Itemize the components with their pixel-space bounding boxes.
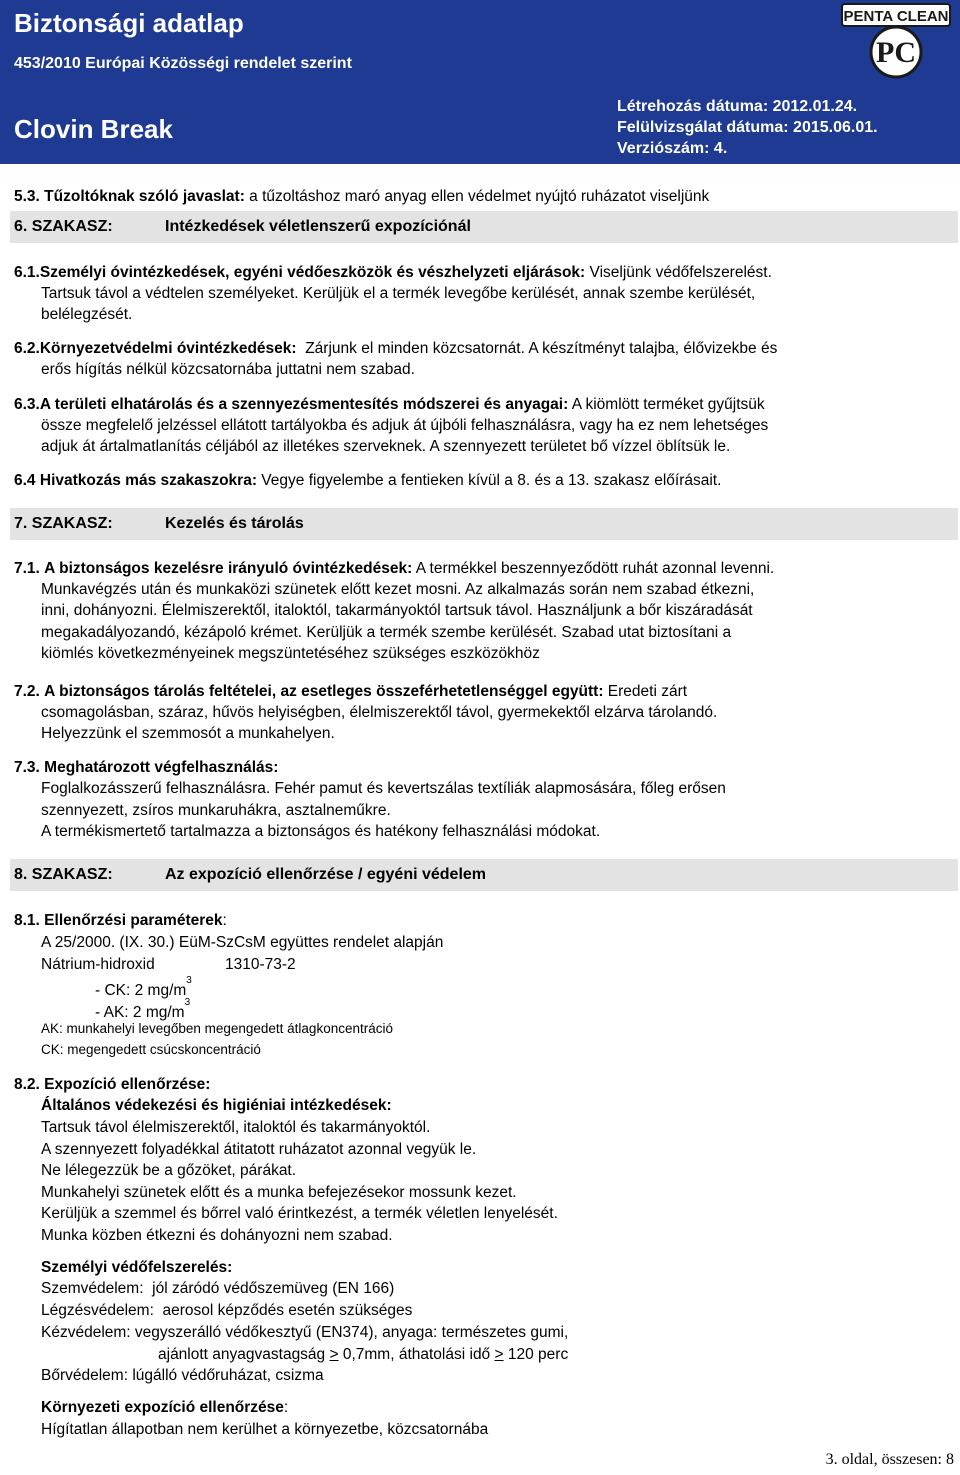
- general-measure-6: Munka közben étkezni és dohányozni nem szabad.: [41, 1227, 393, 1244]
- section-6-number: 6. SZAKASZ:: [14, 218, 113, 235]
- environmental-exposure-title: Környezeti expozíció ellenőrzése:: [41, 1399, 289, 1416]
- revised-date: Felülvizsgálat dátuma: 2015.06.01.: [617, 119, 878, 136]
- section-6-1: 6.1.Személyi óvintézkedések, egyéni védőeszközök és vészhelyzeti eljárások: Viseljünk védőfelszerelést.: [14, 264, 772, 281]
- svg-text:PC: PC: [876, 36, 916, 69]
- section-6-header-bg: [10, 211, 958, 243]
- page-number: 3. oldal, összesen: 8: [825, 1451, 954, 1468]
- version-number: Verziószám: 4.: [617, 140, 728, 157]
- general-measure-5: Kerüljük a szemmel és bőrrel való érintkezést, a termék véletlen lenyelését.: [41, 1205, 558, 1222]
- section-6-2: 6.2.Környezetvédelmi óvintézkedések: Zárjunk el minden közcsatornát. A készítményt talajba, élővizekbe és: [14, 340, 778, 357]
- section-6-3-line3: adjuk át ártalmatlanítás céljából az illetékes szerveknek. A szennyezett területet bő vízzel öblítsük le.: [41, 438, 731, 455]
- general-measures-title: Általános védekezési és higiéniai intézkedések:: [41, 1097, 392, 1114]
- ak-definition: AK: munkahelyi levegőben megengedett átlagkoncentráció: [41, 1021, 393, 1036]
- section-7-header-bg: [10, 508, 958, 540]
- document-title: Biztonsági adatlap: [14, 8, 244, 38]
- regulation-subtitle: 453/2010 Európai Közösségi rendelet szerint: [14, 55, 352, 72]
- company-logo: [838, 2, 954, 80]
- eye-protection: Szemvédelem: jól záródó védőszemüveg (EN 166): [41, 1280, 395, 1297]
- section-8-title: Az expozíció ellenőrzése / egyéni védelem: [165, 866, 487, 883]
- section-6-1-line3: belélegzését.: [41, 306, 133, 323]
- cas-number: 1310-73-2: [225, 956, 296, 973]
- substance-name: Nátrium-hidroxid: [41, 956, 155, 973]
- ck-value: - CK: 2 $mg/m^3$: [95, 975, 192, 1000]
- environmental-exposure-text: Hígítatlan állapotban nem kerülhet a környezetbe, közcsatornába: [41, 1421, 489, 1438]
- product-name: Clovin Break: [14, 114, 173, 144]
- respiratory-protection: Légzésvédelem: aerosol képződés esetén szükséges: [41, 1302, 413, 1319]
- hand-protection-line2: ajánlott anyagvastagság > 0,7mm, áthatolási idő > 120 perc: [158, 1346, 569, 1363]
- section-5-3: 5.3. Tűzoltóknak szóló javaslat: a tűzoltáshoz maró anyag ellen védelmet nyújtó ruházatot viseljünk: [14, 188, 710, 205]
- section-7-1-line4: megakadályozandó, kézápoló krémet. Kerüljük a termék szembe kerülését. Szabad utat biztosítani a: [41, 624, 732, 641]
- created-date: Létrehozás dátuma: 2012.01.24.: [617, 98, 858, 115]
- regulation-reference: A 25/2000. (IX. 30.) EüM-SzCsM együttes rendelet alapján: [41, 934, 444, 951]
- section-6-3: 6.3.A területi elhatárolás és a szennyezésmentesítés módszerei és anyagai: A kiömlött terméket gyűjtsük: [14, 396, 765, 413]
- section-6-title: Intézkedések véletlenszerű expozíciónál: [165, 218, 471, 235]
- section-7-3-line1: Foglalkozásszerű felhasználásra. Fehér pamut és kevertszálas textíliák alapmosására, főleg erősen: [41, 780, 726, 797]
- section-6-2-line2: erős hígítás nélkül közcsatornába juttatni nem szabad.: [41, 361, 415, 378]
- general-measure-3: Ne lélegezzük be a gőzöket, párákat.: [41, 1162, 297, 1179]
- section-7-title: Kezelés és tárolás: [165, 515, 304, 532]
- hand-protection: Kézvédelem: vegyszerálló védőkesztyű (EN374), anyaga: természetes gumi,: [41, 1324, 569, 1341]
- section-8-number: 8. SZAKASZ:: [14, 866, 113, 883]
- section-7-3: 7.3. Meghatározott végfelhasználás:: [14, 759, 279, 776]
- section-7-3-line2: szennyezett, zsíros munkaruhákra, asztalneműkre.: [41, 802, 391, 819]
- ck-definition: CK: megengedett csúcskoncentráció: [41, 1042, 261, 1057]
- section-7-2-line3: Helyezzünk el szemmosót a munkahelyen.: [41, 725, 335, 742]
- section-6-1-line2: Tartsuk távol a védtelen személyeket. Kerüljük el a termék levegőbe kerülését, annak szembe kerülését,: [41, 285, 756, 302]
- ak-value: - AK: 2 $mg/m^3$: [95, 997, 191, 1022]
- section-6-4: 6.4 Hivatkozás más szakaszokra: Vegye figyelembe a fentieken kívül a 8. és a 13. szakasz előírásait.: [14, 472, 722, 489]
- section-7-1: 7.1. A biztonságos kezelésre irányuló óvintézkedések: A termékkel beszennyeződött ruhát azonnal levenni.: [14, 560, 775, 577]
- ppe-title: Személyi védőfelszerelés:: [41, 1259, 233, 1276]
- general-measure-4: Munkahelyi szünetek előtt és a munka befejezésekor mossunk kezet.: [41, 1184, 517, 1201]
- section-7-number: 7. SZAKASZ:: [14, 515, 113, 532]
- section-7-2: 7.2. A biztonságos tárolás feltételei, az esetleges összeférhetetlenséggel együtt: Eredeti zárt: [14, 683, 688, 700]
- section-6-3-line2: össze megfelelő jelzéssel ellátott tartályokba és adjuk át újbóli felhasználásra, vagy ha ez nem lehetséges: [41, 417, 769, 434]
- section-8-1: 8.1. Ellenőrzési paraméterek:: [14, 912, 227, 929]
- skin-protection: Bőrvédelem: lúgálló védőruházat, csizma: [41, 1367, 324, 1384]
- svg-text:PENTA CLEAN: PENTA CLEAN: [843, 8, 949, 25]
- general-measure-2: A szennyezett folyadékkal átitatott ruházatot azonnal vegyük le.: [41, 1141, 477, 1158]
- section-7-1-line3: inni, dohányozni. Élelmiszerektől, italoktól, takarmányoktól tartsuk távol. Használjunk a bőr kiszáradását: [41, 602, 753, 619]
- section-7-1-line2: Munkavégzés után és munkaközi szünetek előtt kezet mosni. Az alkalmazás során nem szabad étkezni,: [41, 581, 755, 598]
- section-8-2: 8.2. Expozíció ellenőrzése:: [14, 1076, 211, 1093]
- section-7-2-line2: csomagolásban, száraz, hűvös helyiségben, élelmiszerektől távol, gyermekektől elzárva tárolandó.: [41, 704, 718, 721]
- section-7-3-line3: A termékismertető tartalmazza a biztonságos és hatékony felhasználási módokat.: [41, 823, 601, 840]
- general-measure-1: Tartsuk távol élelmiszerektől, italoktól és takarmányoktól.: [41, 1119, 431, 1136]
- section-7-1-line5: kiömlés következményeinek megszüntetéséhez szükséges eszközökhöz: [41, 645, 540, 662]
